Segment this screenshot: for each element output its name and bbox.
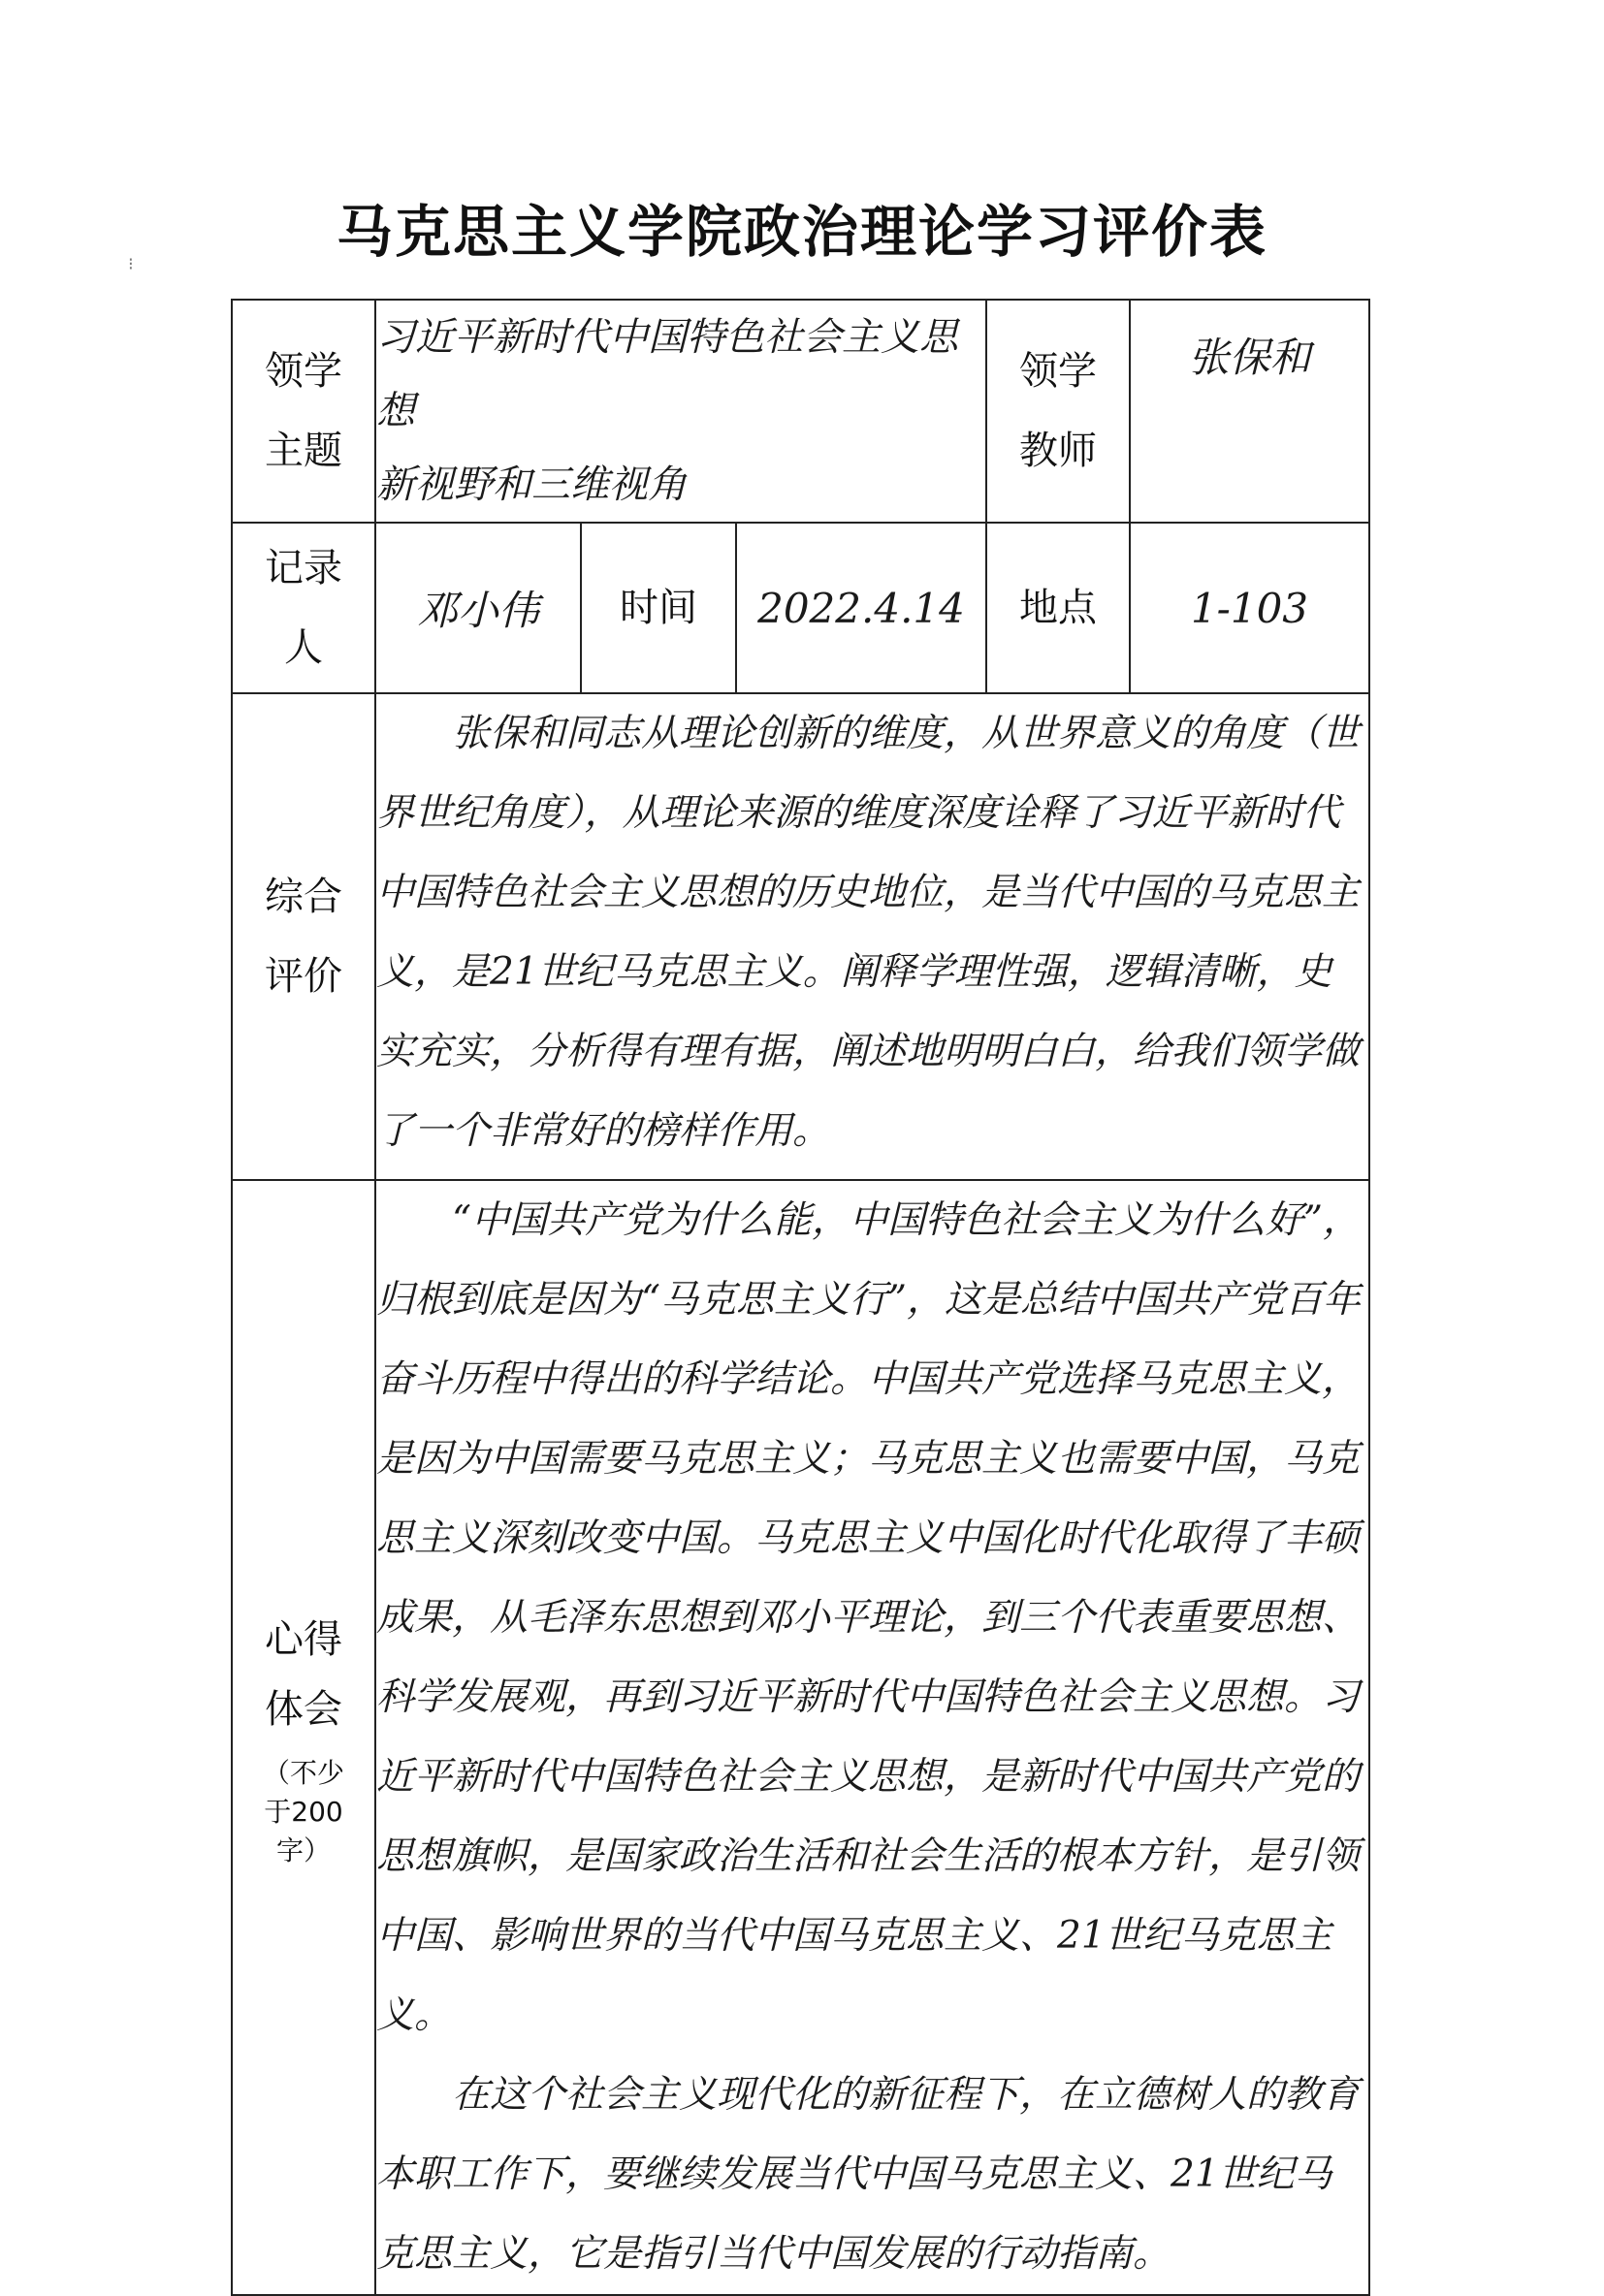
reflection-note-line2: 于200 xyxy=(264,1796,343,1828)
place-value: 1-103 xyxy=(1130,523,1369,693)
reflection-note-line3: 字） xyxy=(275,1834,331,1866)
reflection-paragraph-1: “中国共产党为什么能，中国特色社会主义为什么好”，归根到底是因为“马克思主义行”，这是总结中国共产党百年奋斗历程中得出的科学结论。中国共产党选择马克思主义，是因为中国需要马克思主义；马克思主义也需要中国，马克思主义深刻改变中国。马克思主义中国化时代化取得了丰硕成果，从毛泽东思想到邓小平理论，到三个代表重要思想、科学发展观，再到习近平新时代中国特色社会主义思想。习近平新时代中国特色社会主义思想，是新时代中国共产党的思想旗帜，是国家政治生活和社会生活的根本方针，是引领中国、影响世界的当代中国马克思主义、21世纪马克思主义。 xyxy=(376,1198,1361,2037)
evaluation-label-line1: 综合 xyxy=(265,875,342,919)
recorder-label xyxy=(232,523,375,693)
reflection-label xyxy=(232,1180,375,2295)
teacher-value: 张保和 xyxy=(1130,300,1369,523)
evaluation-text: 张保和同志从理论创新的维度，从世界意义的角度（世界世纪角度），从理论来源的维度深度诠释了习近平新时代中国特色社会主义思想的历史地位，是当代中国的马克思主义，是21世纪马克思主义。阐释学理性强，逻辑清晰，史实充实，分析得有理有据，阐述地明明白白，给我们领学做了一个非常好的榜样作用。 xyxy=(375,693,1369,1180)
topic-label-line2: 主题 xyxy=(265,429,342,473)
form-title: 马克思主义学院政治理论学习评价表 xyxy=(336,199,1267,265)
recorder-value: 邓小伟 xyxy=(375,523,581,693)
time-label: 时间 xyxy=(581,523,736,693)
topic-row xyxy=(232,300,1369,523)
time-value: 2022.4.14 xyxy=(736,523,986,693)
scan-mark: ⁝ xyxy=(128,254,134,274)
teacher-label-line2: 教师 xyxy=(1019,429,1097,473)
evaluation-form-table xyxy=(231,299,1370,2296)
evaluation-row xyxy=(232,693,1369,1180)
recorder-row xyxy=(232,523,1369,693)
evaluation-label xyxy=(232,693,375,1180)
reflection-text xyxy=(375,1180,1369,2295)
reflection-paragraph-2: 在这个社会主义现代化的新征程下，在立德树人的教育本职工作下，要继续发展当代中国马克思主义、21世纪马克思主义，它是指引当代中国发展的行动指南。 xyxy=(376,2073,1361,2276)
reflection-label-line2: 体会 xyxy=(265,1687,342,1732)
place-label: 地点 xyxy=(986,523,1130,693)
recorder-label-line2: 人 xyxy=(284,625,323,670)
recorder-label-line1: 记录 xyxy=(265,546,342,590)
teacher-label xyxy=(986,300,1130,523)
reflection-label-line1: 心得 xyxy=(265,1617,342,1662)
teacher-label-line1: 领学 xyxy=(1019,349,1097,394)
reflection-row xyxy=(232,1180,1369,2295)
topic-value-line1: 习近平新时代中国特色社会主义思想 xyxy=(376,315,958,433)
topic-label-line1: 领学 xyxy=(265,349,342,394)
topic-label xyxy=(232,300,375,523)
topic-value xyxy=(375,300,986,523)
topic-value-line2: 新视野和三维视角 xyxy=(376,462,687,507)
evaluation-label-line2: 评价 xyxy=(265,954,342,999)
reflection-note-line1: （不少 xyxy=(262,1757,344,1789)
reflection-note xyxy=(233,1754,374,1870)
